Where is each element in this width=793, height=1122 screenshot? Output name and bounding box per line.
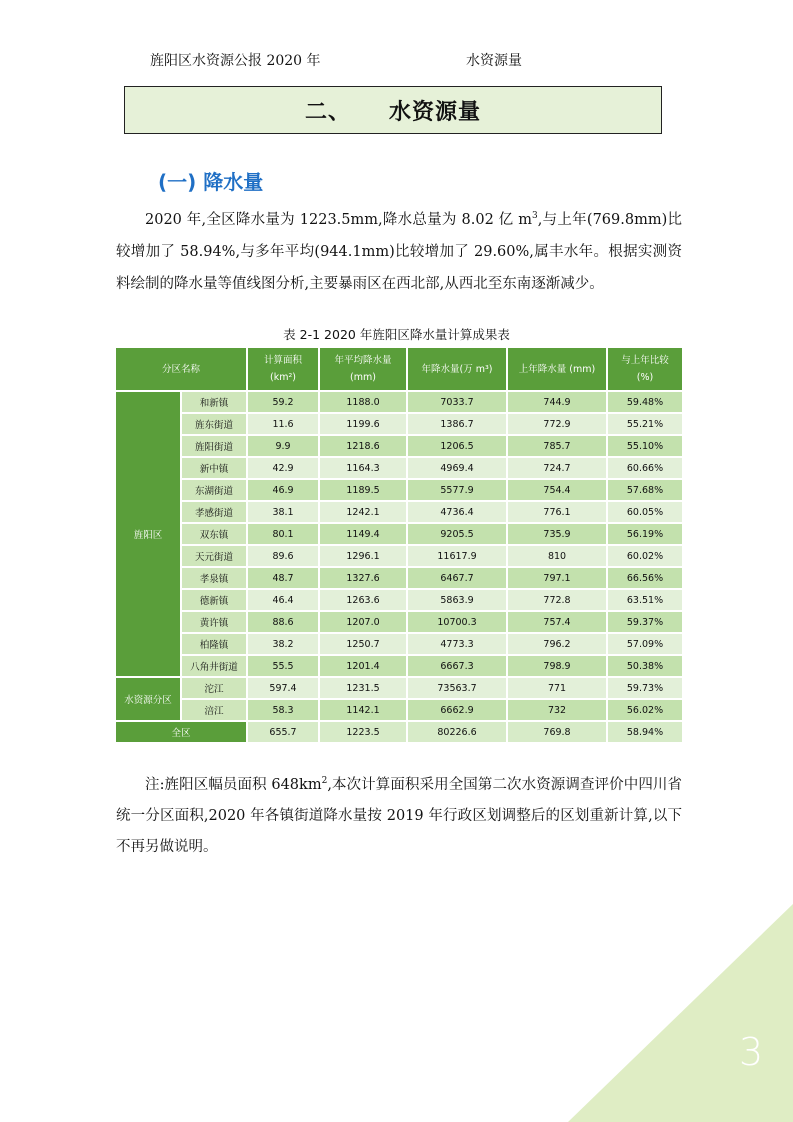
- cell-cmp: 60.02%: [607, 545, 683, 567]
- page-number: 3: [739, 1030, 764, 1074]
- cell-name: 和新镇: [181, 391, 247, 413]
- cell-total: 7033.7: [407, 391, 507, 413]
- cell-total: 11617.9: [407, 545, 507, 567]
- intro-text-2: ,与上年(769.8mm)比较增加了 58.94%,与多年平均(944.1mm)比较增加了 29.60%,属丰水年。根据实测资料绘制的降水量等值线图分析,主要暴雨区在西北部,从西北至东南逐渐减少。: [116, 211, 682, 292]
- header-avg: 年平均降水量 (mm): [319, 347, 407, 391]
- cell-prev: 735.9: [507, 523, 607, 545]
- cell-name: 德新镇: [181, 589, 247, 611]
- cell-avg: 1327.6: [319, 567, 407, 589]
- cell-cmp: 57.68%: [607, 479, 683, 501]
- cell-total: 6467.7: [407, 567, 507, 589]
- cell-prev: 772.9: [507, 413, 607, 435]
- cell-avg: 1263.6: [319, 589, 407, 611]
- table-header-row: [115, 347, 683, 391]
- table-row: [115, 391, 683, 413]
- group-jinyang: 旌阳区: [115, 391, 181, 677]
- section-heading: [124, 86, 662, 134]
- cell-total: 1386.7: [407, 413, 507, 435]
- cell-avg: 1164.3: [319, 457, 407, 479]
- cell-name: 八角井街道: [181, 655, 247, 677]
- cell-total: 4773.3: [407, 633, 507, 655]
- note-superscript: 2: [321, 776, 328, 786]
- note-text-2: ,本次计算面积采用全国第二次水资源调查评价中四川省统一分区面积,2020 年各镇街道降水量按 2019 年行政区划调整后的区划重新计算,以下不再另做说明。: [116, 776, 682, 855]
- cell-total: 4736.4: [407, 501, 507, 523]
- cell-total: 9205.5: [407, 523, 507, 545]
- cell-cmp: 50.38%: [607, 655, 683, 677]
- cell-area: 9.9: [247, 435, 319, 457]
- total-label: 全区: [115, 721, 247, 743]
- cell-name: 旌阳街道: [181, 435, 247, 457]
- cell-prev: 772.8: [507, 589, 607, 611]
- cell-prev: 754.4: [507, 479, 607, 501]
- cell-area: 88.6: [247, 611, 319, 633]
- corner-triangle-decoration: [568, 904, 793, 1122]
- cell-avg: 1218.6: [319, 435, 407, 457]
- cell-cmp: 60.05%: [607, 501, 683, 523]
- cell-prev: 810: [507, 545, 607, 567]
- cell-area: 11.6: [247, 413, 319, 435]
- header-area: 计算面积 (km²): [247, 347, 319, 391]
- cell-area: 42.9: [247, 457, 319, 479]
- cell-total: 5577.9: [407, 479, 507, 501]
- group-water-zone: 水资源分区: [115, 677, 181, 721]
- cell-cmp: 56.19%: [607, 523, 683, 545]
- cell-avg: 1296.1: [319, 545, 407, 567]
- cell-cmp: 60.66%: [607, 457, 683, 479]
- total-cell-total: 80226.6: [407, 721, 507, 743]
- total-cell-prev: 769.8: [507, 721, 607, 743]
- cell-area: 55.5: [247, 655, 319, 677]
- cell-area: 89.6: [247, 545, 319, 567]
- cell-cmp: 63.51%: [607, 589, 683, 611]
- cell-area: 46.4: [247, 589, 319, 611]
- table-row: [115, 655, 683, 677]
- note-text-1: 注:旌阳区幅员面积 648km: [145, 776, 322, 793]
- table-row: [115, 677, 683, 699]
- cell-prev: 732: [507, 699, 607, 721]
- cell-name: 双东镇: [181, 523, 247, 545]
- table-row: [115, 589, 683, 611]
- cell-avg: 1201.4: [319, 655, 407, 677]
- section-title: 水资源量: [389, 99, 482, 125]
- cell-area: 38.2: [247, 633, 319, 655]
- cell-cmp: 55.10%: [607, 435, 683, 457]
- table-row: [115, 699, 683, 721]
- cell-avg: 1188.0: [319, 391, 407, 413]
- cell-prev: 776.1: [507, 501, 607, 523]
- cell-avg: 1149.4: [319, 523, 407, 545]
- table-row: [115, 413, 683, 435]
- cell-cmp: 56.02%: [607, 699, 683, 721]
- cell-name: 涪江: [181, 699, 247, 721]
- total-cell-avg: 1223.5: [319, 721, 407, 743]
- cell-cmp: 59.48%: [607, 391, 683, 413]
- table-note: [116, 766, 682, 863]
- table-row: [115, 435, 683, 457]
- cell-area: 46.9: [247, 479, 319, 501]
- table-row: [115, 545, 683, 567]
- cell-name: 沱江: [181, 677, 247, 699]
- cell-prev: 797.1: [507, 567, 607, 589]
- cell-name: 东湖街道: [181, 479, 247, 501]
- header-zone: 分区名称: [115, 347, 247, 391]
- cell-total: 5863.9: [407, 589, 507, 611]
- header-section: 水资源量: [466, 53, 522, 69]
- header-compare: 与上年比较 (%): [607, 347, 683, 391]
- section-number: 二、: [304, 99, 351, 125]
- cell-area: 48.7: [247, 567, 319, 589]
- cell-name: 孝感街道: [181, 501, 247, 523]
- intro-paragraph: [116, 200, 682, 300]
- cell-total: 73563.7: [407, 677, 507, 699]
- table-row: [115, 633, 683, 655]
- cell-prev: 724.7: [507, 457, 607, 479]
- cell-name: 新中镇: [181, 457, 247, 479]
- cell-prev: 785.7: [507, 435, 607, 457]
- total-cell-cmp: 58.94%: [607, 721, 683, 743]
- cell-name: 柏隆镇: [181, 633, 247, 655]
- subsection-heading: (一) 降水量: [158, 170, 264, 194]
- cell-cmp: 59.37%: [607, 611, 683, 633]
- table-row: [115, 523, 683, 545]
- table-row: [115, 501, 683, 523]
- table-caption: 表 2-1 2020 年旌阳区降水量计算成果表: [283, 327, 510, 342]
- cell-avg: 1189.5: [319, 479, 407, 501]
- header-title: 旌阳区水资源公报 2020 年: [150, 53, 321, 69]
- cell-name: 旌东街道: [181, 413, 247, 435]
- cell-avg: 1250.7: [319, 633, 407, 655]
- total-cell-area: 655.7: [247, 721, 319, 743]
- cell-area: 38.1: [247, 501, 319, 523]
- precipitation-table: [114, 346, 684, 744]
- cell-avg: 1142.1: [319, 699, 407, 721]
- cell-area: 597.4: [247, 677, 319, 699]
- intro-text-1: 2020 年,全区降水量为 1223.5mm,降水总量为 8.02 亿 m: [145, 211, 533, 228]
- cell-name: 天元街道: [181, 545, 247, 567]
- cell-name: 孝泉镇: [181, 567, 247, 589]
- cell-avg: 1231.5: [319, 677, 407, 699]
- table-row: [115, 611, 683, 633]
- cell-cmp: 55.21%: [607, 413, 683, 435]
- cell-area: 80.1: [247, 523, 319, 545]
- cell-cmp: 59.73%: [607, 677, 683, 699]
- cell-avg: 1199.6: [319, 413, 407, 435]
- cell-avg: 1207.0: [319, 611, 407, 633]
- cell-total: 1206.5: [407, 435, 507, 457]
- cell-cmp: 66.56%: [607, 567, 683, 589]
- cell-prev: 796.2: [507, 633, 607, 655]
- table-row: [115, 479, 683, 501]
- cell-total: 10700.3: [407, 611, 507, 633]
- cell-prev: 744.9: [507, 391, 607, 413]
- table-total-row: [115, 721, 683, 743]
- cell-prev: 771: [507, 677, 607, 699]
- cell-area: 59.2: [247, 391, 319, 413]
- cell-total: 4969.4: [407, 457, 507, 479]
- header-prev: 上年降水量 (mm): [507, 347, 607, 391]
- intro-superscript: 3: [532, 211, 538, 221]
- table-row: [115, 567, 683, 589]
- cell-area: 58.3: [247, 699, 319, 721]
- cell-cmp: 57.09%: [607, 633, 683, 655]
- cell-name: 黄许镇: [181, 611, 247, 633]
- cell-total: 6667.3: [407, 655, 507, 677]
- cell-prev: 798.9: [507, 655, 607, 677]
- cell-total: 6662.9: [407, 699, 507, 721]
- table-row: [115, 457, 683, 479]
- header-total: 年降水量(万 m³): [407, 347, 507, 391]
- cell-prev: 757.4: [507, 611, 607, 633]
- cell-avg: 1242.1: [319, 501, 407, 523]
